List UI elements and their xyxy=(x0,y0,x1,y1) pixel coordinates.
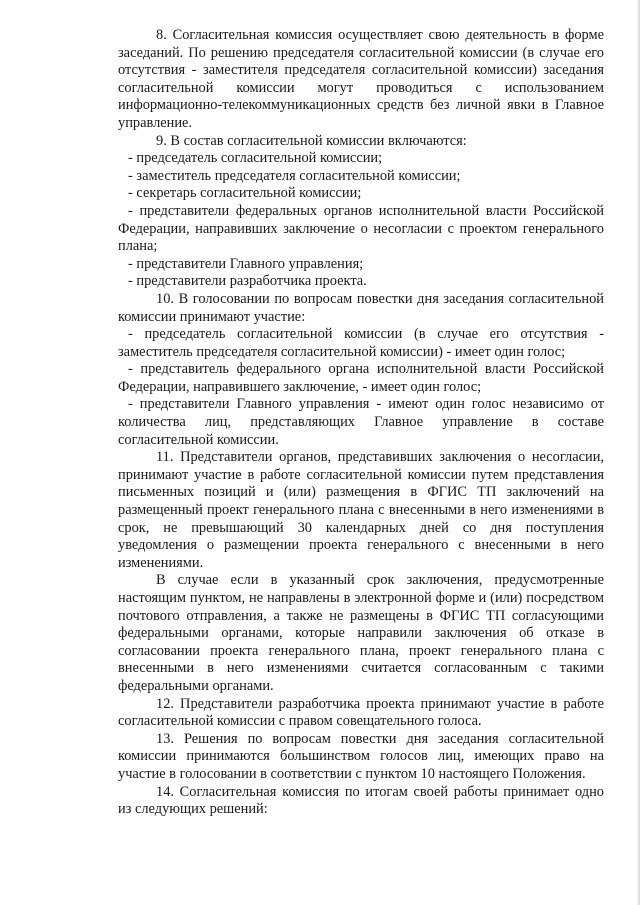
paragraph: - представители разработчика проекта. xyxy=(128,273,367,290)
paragraph: - председатель согласительной комиссии; xyxy=(128,150,383,167)
paragraph: В случае если в указанный срок заключения, предусмотренные настоящим пунктом, не направлены в электронной форме и (или) посредством почтового отправления, а также не размещены в ФГИС ТП согласующими федеральными органами, которые направили заключения об отказе в согласовании проекта генерального плана, проект генерального плана с внесенными в него изменениями считается согласованным с такими федеральными органами. xyxy=(118,572,604,694)
paragraph: - заместитель председателя согласительной комиссии; xyxy=(128,167,461,184)
paragraph: 12. Представители разработчика проекта принимают участие в работе согласительной комиссии с правом совещательного голоса. xyxy=(118,695,604,730)
paragraph: 14. Согласительная комиссия по итогам своей работы принимает одно из следующих решений: xyxy=(118,783,604,818)
paragraph: 11. Представители органов, представивших заключения о несогласии, принимают участие в работе согласительной комиссии путем представления письменных позиций и (или) размещения в ФГИС ТП заключений на размещенный проект генерального плана с внесенными в него изменениями в срок, не превышающий 30 календарных дней со дня поступления уведомления о размещении проекта генерального с внесенными в него изменениями. xyxy=(118,449,604,571)
paragraph: 10. В голосовании по вопросам повестки дня заседания согласительной комиссии принимают участие: xyxy=(118,290,604,325)
paragraph: - представитель федерального органа исполнительной власти Российской Федерации, направившего заключение, - имеет один голос; xyxy=(118,361,604,395)
document-body xyxy=(118,27,604,819)
paragraph: 13. Решения по вопросам повестки дня заседания согласительной комиссии принимаются большинством голосов лиц, имеющих право на участие в голосовании в соответствии с пунктом 10 настоящего Положения. xyxy=(118,730,604,782)
paragraph: 9. В состав согласительной комиссии включаются: xyxy=(156,132,467,149)
paragraph: - представители федеральных органов исполнительной власти Российской Федерации, направивших заключение о несогласии с проектом генерального плана; xyxy=(118,202,604,255)
paragraph: - секретарь согласительной комиссии; xyxy=(128,185,362,202)
paragraph: 8. Согласительная комиссия осуществляет свою деятельность в форме заседаний. По решению председателя согласительной комиссии (в случае его отсутствия - заместителя председателя согласительной комиссии) заседания согласительной комиссии могут проводиться с использованием информационно-телекоммуникационных средств без личной явки в Главное управление. xyxy=(118,27,604,131)
paragraph: - представители Главного управления; xyxy=(128,255,364,272)
paragraph: - председатель согласительной комиссии (в случае его отсутствия - заместитель председателя согласительной комиссии) - имеет один голос; xyxy=(118,326,604,360)
paragraph: - представители Главного управления - имеют один голос независимо от количества лиц, представляющих Главное управление в составе согласительной комиссии. xyxy=(118,396,604,448)
